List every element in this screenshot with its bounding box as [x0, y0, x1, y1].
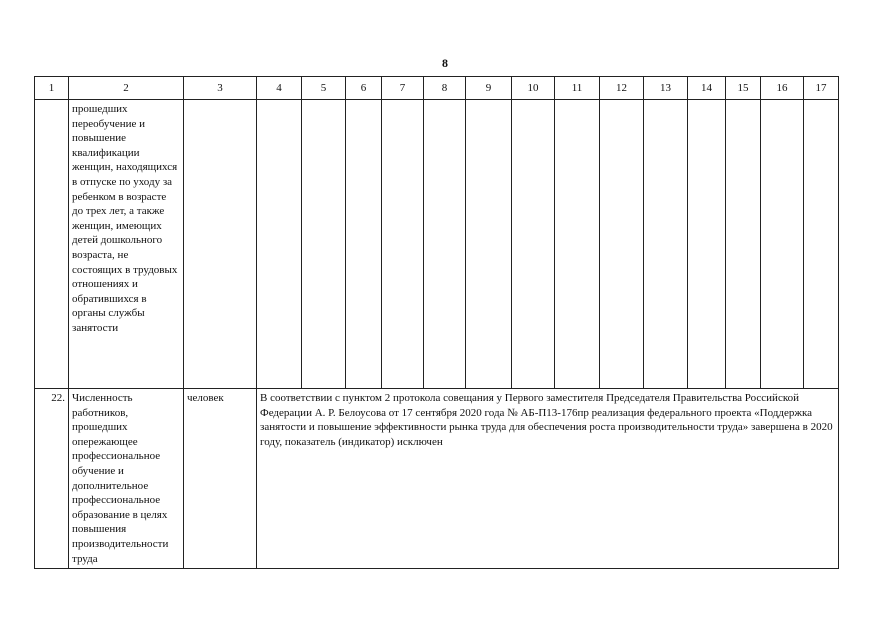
value-cell: [257, 100, 302, 389]
unit-cell: человек: [184, 389, 257, 569]
column-header: 1: [35, 77, 69, 100]
column-header: 8: [424, 77, 466, 100]
column-header: 9: [466, 77, 512, 100]
exclusion-note: В соответствии с пунктом 2 протокола совещания у Первого заместителя Председателя Правительства Российской Федерации А. Р. Белоусова от 17 сентября 2020 года № АБ-П13-176пр реализация федерального проекта «Поддержка занятости и повышение эффективности рынка труда для обеспечения роста производительности труда» завершена в 2020 году, показатель (индикатор) исключен: [257, 389, 839, 569]
column-header: 5: [302, 77, 346, 100]
value-cell: [555, 100, 600, 389]
value-cell: [761, 100, 804, 389]
unit-cell: [184, 100, 257, 389]
column-header: 17: [804, 77, 839, 100]
value-cell: [346, 100, 382, 389]
column-header: 2: [69, 77, 184, 100]
value-cell: [644, 100, 688, 389]
value-cell: [302, 100, 346, 389]
page-number: 8: [442, 56, 448, 70]
column-header: 4: [257, 77, 302, 100]
column-header: 16: [761, 77, 804, 100]
column-header: 3: [184, 77, 257, 100]
column-header: 11: [555, 77, 600, 100]
column-header: 7: [382, 77, 424, 100]
value-cell: [726, 100, 761, 389]
value-cell: [382, 100, 424, 389]
column-header: 10: [512, 77, 555, 100]
indicator-name: прошедших переобучение и повышение квалификации женщин, находящихся в отпуске по уходу за ребенком в возрасте до трех лет, а также женщин, имеющих детей дошкольного возраста, не состоящих в трудовых отношениях и обратившихся в органы службы занятости: [69, 100, 184, 389]
row-number: 22.: [35, 389, 69, 569]
indicator-name: Численность работников, прошедших опережающее профессиональное обучение и дополнительное профессиональное образование в целях повышения производительности труда: [69, 389, 184, 569]
indicator-table: [34, 76, 839, 569]
table-row: [35, 389, 839, 569]
column-header: 15: [726, 77, 761, 100]
row-number: [35, 100, 69, 389]
value-cell: [424, 100, 466, 389]
column-header: 13: [644, 77, 688, 100]
column-number-row: [35, 77, 839, 100]
value-cell: [466, 100, 512, 389]
column-header: 6: [346, 77, 382, 100]
table-row: [35, 100, 839, 389]
value-cell: [600, 100, 644, 389]
value-cell: [804, 100, 839, 389]
value-cell: [512, 100, 555, 389]
value-cell: [688, 100, 726, 389]
column-header: 14: [688, 77, 726, 100]
column-header: 12: [600, 77, 644, 100]
